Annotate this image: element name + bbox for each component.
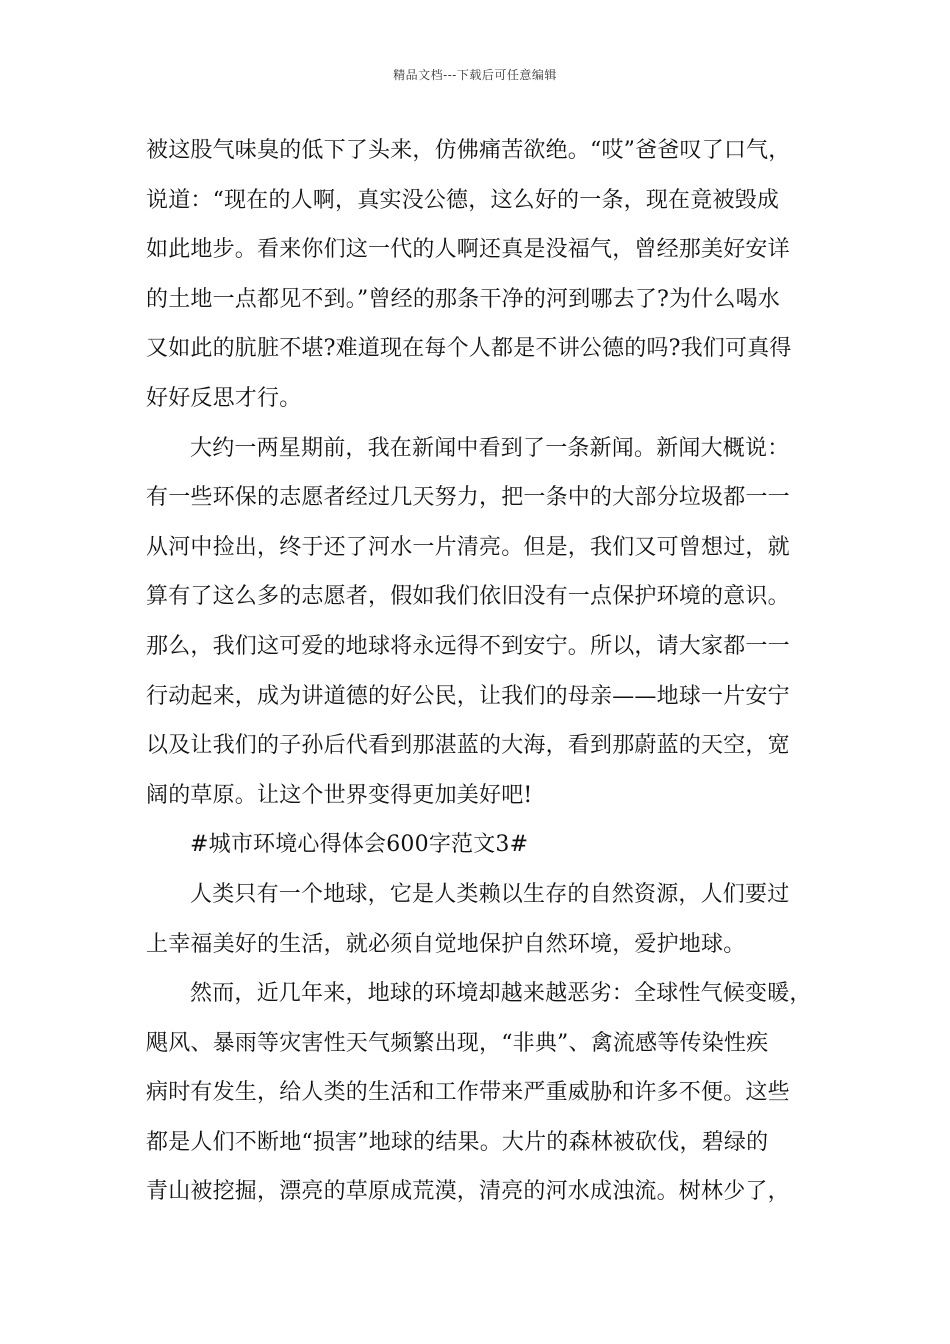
text-line: 说道：“现在的人啊，真实没公德，这么好的一条，现在竟被毁成 bbox=[146, 187, 780, 213]
text-line: 病时有发生，给人类的生活和工作带来严重威胁和许多不便。这些 bbox=[146, 1080, 790, 1106]
text-line: 如此地步。看来你们这一代的人啊还真是没福气，曾经那美好安详 bbox=[146, 237, 790, 263]
text-line: 大约一两星期前，我在新闻中看到了一条新闻。新闻大概说： bbox=[190, 435, 790, 461]
document-body bbox=[146, 126, 811, 1217]
text-line: 被这股气味臭的低下了头来，仿佛痛苦欲绝。“哎”爸爸叹了口气， bbox=[146, 138, 791, 163]
text-line: 上幸福美好的生活，就必须自觉地保护自然环境，爱护地球。 bbox=[146, 931, 746, 957]
text-line: 算有了这么多的志愿者，假如我们依旧没有一点保护环境的意识。 bbox=[146, 584, 790, 610]
text-line: 然而，近几年来，地球的环境却越来越恶劣：全球性气候变暖， bbox=[190, 981, 812, 1007]
text-line: 阔的草原。让这个世界变得更加美好吧! bbox=[146, 782, 533, 808]
text-line: 人类只有一个地球，它是人类赖以生存的自然资源，人们要过 bbox=[190, 881, 790, 907]
text-line: 又如此的肮脏不堪?难道现在每个人都是不讲公德的吗?我们可真得 bbox=[146, 336, 792, 362]
page-header: 精品文档---下载后可任意编辑 bbox=[393, 68, 557, 82]
text-line: 好好反思才行。 bbox=[146, 385, 302, 411]
text-line: 行动起来，成为讲道德的好公民，让我们的母亲——地球一片安宁 bbox=[146, 683, 790, 709]
section-heading: #城市环境心得体会600字范文3# bbox=[190, 832, 529, 858]
text-line: 以及让我们的子孙后代看到那湛蓝的大海，看到那蔚蓝的天空，宽 bbox=[146, 733, 790, 759]
text-line: 青山被挖掘，漂亮的草原成荒漠，清亮的河水成浊流。树林少了， bbox=[146, 1179, 790, 1205]
text-line: 的土地一点都见不到。”曾经的那条干净的河到哪去了?为什么喝水 bbox=[146, 286, 781, 312]
text-line: 从河中捡出，终于还了河水一片清亮。但是，我们又可曾想过，就 bbox=[146, 534, 790, 560]
text-line: 有一些环保的志愿者经过几天努力，把一条中的大部分垃圾都一一 bbox=[146, 485, 790, 511]
text-line: 飓风、暴雨等灾害性天气频繁出现，“非典”、禽流感等传染性疾 bbox=[146, 1030, 769, 1056]
text-line: 那么，我们这可爱的地球将永远得不到安宁。所以，请大家都一一 bbox=[146, 633, 790, 659]
text-line: 都是人们不断地“损害”地球的结果。大片的森林被砍伐，碧绿的 bbox=[146, 1129, 769, 1155]
